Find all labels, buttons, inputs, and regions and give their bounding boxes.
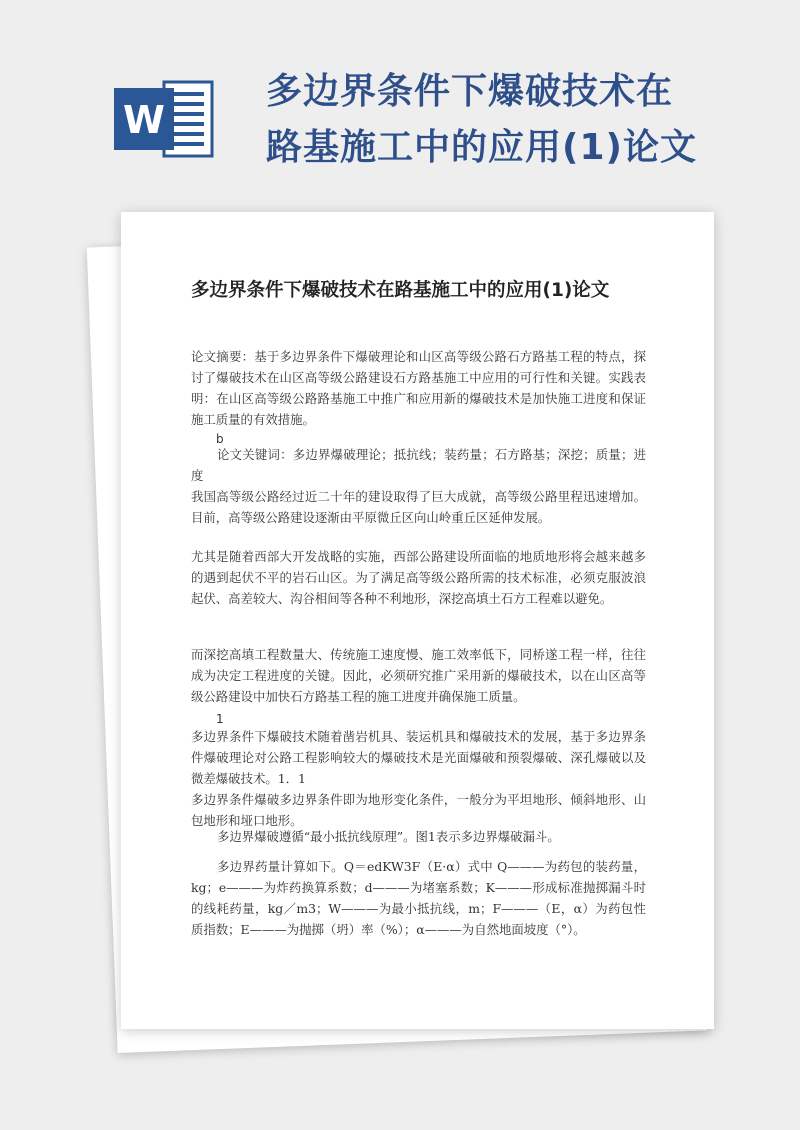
header-title: 多边界条件下爆破技术在路基施工中的应用(1)论文 bbox=[266, 71, 697, 168]
paragraph-2: 尤其是随着西部大开发战略的实施，西部公路建设所面临的地质地形将会越来越多的遇到起伏不平的岩石山区。为了满足高等级公路所需的技术标准，必须克服波浪起伏、高差较大、沟谷相间等各种不利地形，深挖高填土石方工程难以避免。 bbox=[191, 549, 646, 606]
document-page bbox=[121, 212, 714, 1029]
word-icon bbox=[112, 78, 216, 160]
paragraph-1: 我国高等级公路经过近二十年的建设取得了巨大成就，高等级公路里程迅速增加。目前，高等级公路建设逐渐由平原微丘区向山岭重丘区延伸发展。 bbox=[191, 489, 646, 525]
paragraph-5: 多边界条件爆破多边界条件即为地形变化条件，一般分为平坦地形、倾斜地形、山包地形和垭口地形。 bbox=[191, 792, 646, 828]
marker-b: b bbox=[216, 432, 224, 446]
paragraph-7: 多边界药量计算如下。Q＝edKW3F（E·α）式中 Q———为药包的装药量，kg；e———为炸药换算系数；d———为堵塞系数；K———形成标准抛掷漏斗时的线耗药量，kg／m3；W———为最小抵抗线，m；F———（E，α）为药包性质指数；E———为抛掷（坍）率（%）；α———为自然地面坡度（°）。 bbox=[191, 859, 646, 937]
section-number: 1 bbox=[216, 712, 224, 726]
paragraph-6: 多边界爆破遵循“最小抵抗线原理”。图1表示多边界爆破漏斗。 bbox=[217, 829, 560, 844]
paragraph-3: 而深挖高填工程数量大、传统施工速度慢、施工效率低下，同桥遂工程一样，往往成为决定工程进度的关键。因此，必须研究推广采用新的爆破技术，以在山区高等级公路建设中加快石方路基工程的施工进度并确保施工质量。 bbox=[191, 647, 646, 704]
svg-text:W: W bbox=[123, 98, 165, 142]
abstract-paragraph: 论文摘要：基于多边界条件下爆破理论和山区高等级公路石方路基工程的特点，探讨了爆破技术在山区高等级公路建设石方路基施工中应用的可行性和关键。实践表明：在山区高等级公路路基施工中推广和应用新的爆破技术是加快施工进度和保证施工质量的有效措施。 bbox=[191, 349, 646, 427]
keywords-paragraph: 论文关键词：多边界爆破理论；抵抗线；装药量；石方路基；深挖；质量；进度 bbox=[191, 447, 646, 483]
paragraph-4: 多边界条件下爆破技术随着凿岩机具、装运机具和爆破技术的发展，基于多边界条件爆破理论对公路工程影响较大的爆破技术是光面爆破和预裂爆破、深孔爆破以及微差爆破技术。1．1 bbox=[191, 729, 646, 786]
document-title: 多边界条件下爆破技术在路基施工中的应用(1)论文 bbox=[191, 280, 610, 301]
